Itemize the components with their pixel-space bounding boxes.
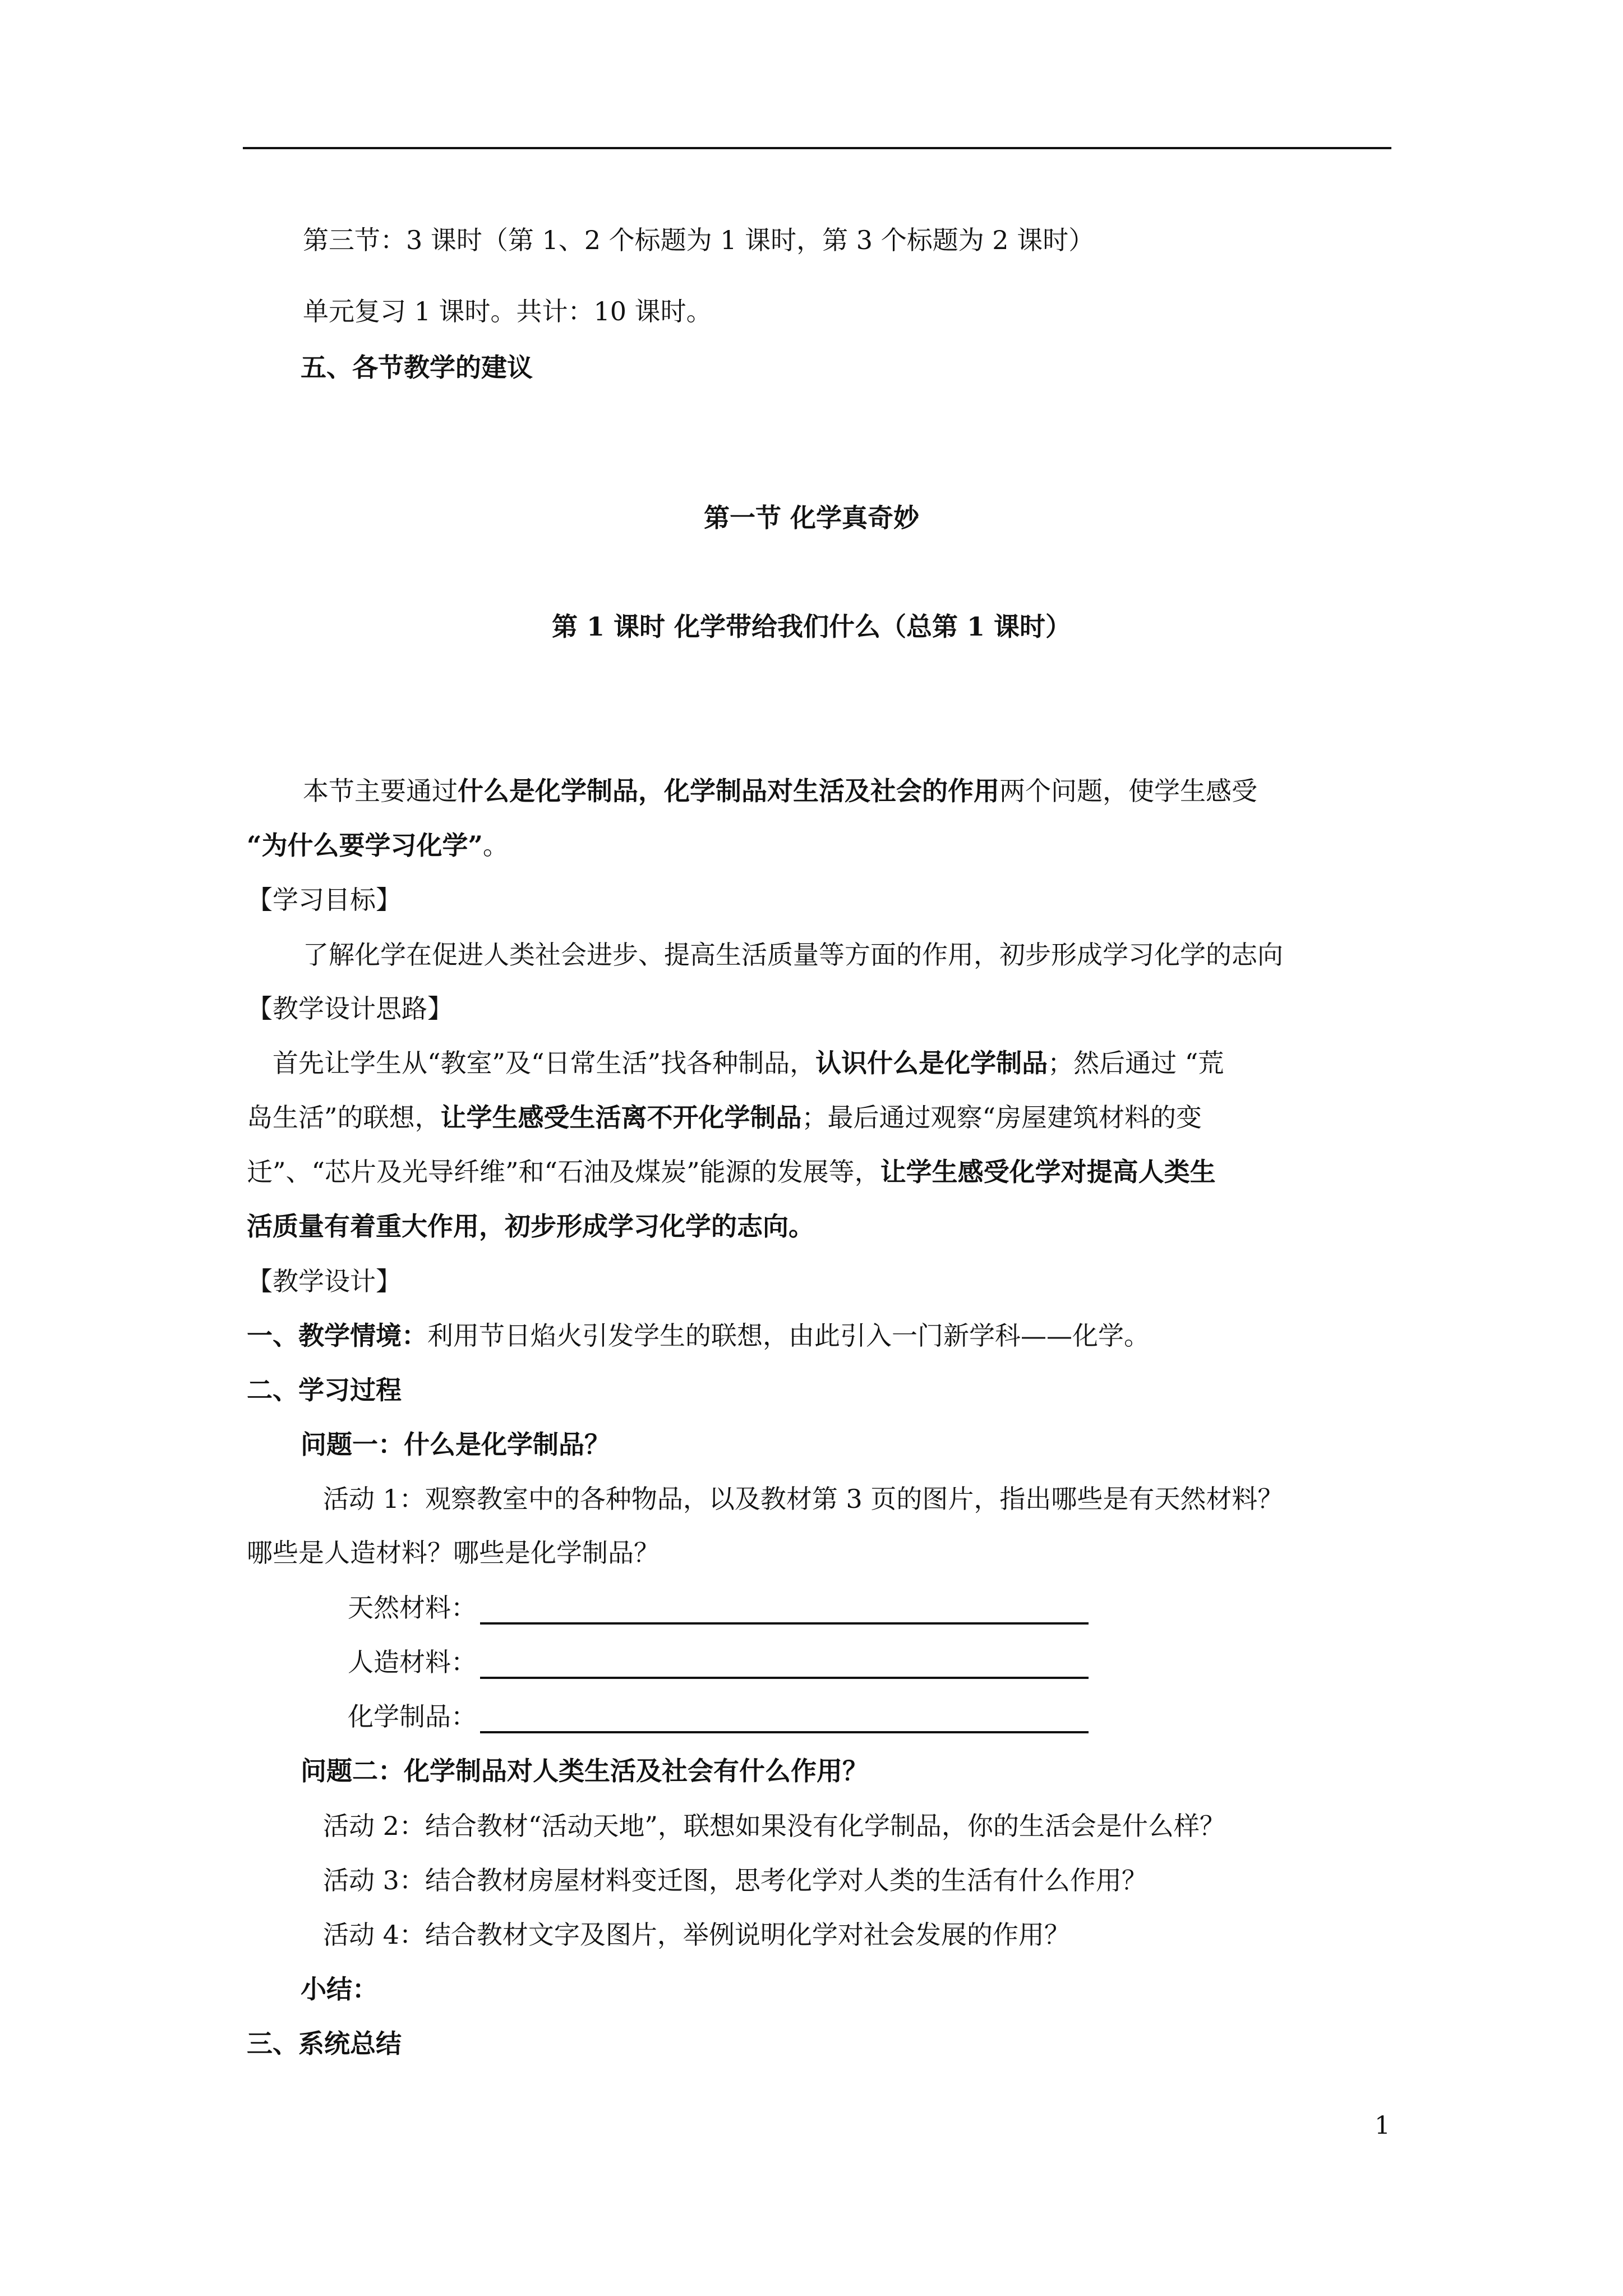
intro-text-d: “为什么要学习化学”: [247, 830, 483, 861]
design-idea-line-3: [247, 1155, 1216, 1189]
design-idea-text-1c: ；然后通过 “荒: [1048, 1048, 1224, 1078]
intro-line-1: [303, 774, 1257, 808]
chemical-products-blank: [480, 1702, 1089, 1733]
intro-text-e: 。: [482, 830, 509, 861]
activity-two: 活动 2：结合教材“活动天地”，联想如果没有化学制品，你的生活会是什么样？: [323, 1811, 1225, 1841]
intro-text-b: 什么是化学制品，化学制品对生活及社会的作用: [458, 776, 999, 806]
system-summary-heading: 三、系统总结: [247, 2028, 402, 2059]
activity-four: 活动 4：结合教材文字及图片，举例说明化学对社会发展的作用？: [323, 1920, 1070, 1950]
design-idea-text-2a: 岛生活”的联想，: [247, 1102, 441, 1133]
intro-text-c: 两个问题，使学生感受: [999, 776, 1257, 806]
chemical-products-label: 化学制品：: [348, 1701, 477, 1732]
design-idea-line-2: [247, 1101, 1202, 1134]
design-idea-text-1a: 首先让学生从“教室”及“日常生活”找各种制品，: [273, 1048, 816, 1078]
natural-materials-label: 天然材料：: [348, 1593, 477, 1623]
design-idea-text-2b: 让学生感受生活离不开化学制品: [440, 1102, 802, 1133]
question-two: 问题二：化学制品对人类生活及社会有什么作用？: [301, 1756, 868, 1786]
teaching-context-label: 一、教学情境：: [247, 1320, 427, 1351]
intro-line-2: [247, 829, 509, 862]
man-made-materials-label: 人造材料：: [348, 1647, 477, 1677]
design-idea-text-1b: 认识什么是化学制品: [815, 1048, 1048, 1078]
man-made-materials-blank: [480, 1648, 1089, 1679]
activity-one-line-1: 活动 1：观察教室中的各种物品，以及教材第 3 页的图片，指出哪些是有天然材料？: [323, 1484, 1284, 1514]
section-five-heading: 五、各节教学的建议: [301, 352, 533, 383]
goals-heading: 【学习目标】: [247, 885, 402, 915]
section-title: 第一节 化学真奇妙: [703, 503, 919, 533]
learning-process-heading: 二、学习过程: [247, 1375, 402, 1405]
header-rule: [243, 147, 1391, 149]
fill-in-chemical-products: [348, 1700, 1089, 1733]
schedule-line-2: 单元复习 1 课时。共计：10 课时。: [303, 296, 712, 326]
teaching-context: [247, 1319, 1150, 1352]
design-idea-text-3a: 迁”、“芯片及光导纤维”和“石油及煤炭”能源的发展等，: [247, 1157, 880, 1187]
activity-three: 活动 3：结合教材房屋材料变迁图，思考化学对人类的生活有什么作用？: [323, 1865, 1147, 1895]
design-heading: 【教学设计】: [247, 1266, 402, 1296]
summary-label: 小结：: [301, 1974, 378, 2004]
design-idea-text-2c: ；最后通过观察“房屋建筑材料的变: [801, 1102, 1202, 1133]
fill-in-natural-materials: [348, 1591, 1089, 1625]
natural-materials-blank: [480, 1593, 1089, 1625]
goals-text: 了解化学在促进人类社会进步、提高生活质量等方面的作用，初步形成学习化学的志向: [303, 940, 1283, 970]
design-idea-line-4: 活质量有着重大作用，初步形成学习化学的志向。: [247, 1211, 814, 1241]
intro-text-a: 本节主要通过: [303, 776, 458, 806]
lesson-title: 第 1 课时 化学带给我们什么（总第 1 课时）: [551, 611, 1072, 642]
design-idea-line-1: [273, 1046, 1224, 1080]
question-one: 问题一：什么是化学制品？: [301, 1429, 610, 1460]
design-idea-heading: 【教学设计思路】: [247, 993, 453, 1024]
design-idea-text-3b: 让学生感受化学对提高人类生: [880, 1157, 1216, 1187]
fill-in-man-made-materials: [348, 1645, 1089, 1679]
page-number: 1: [1375, 2111, 1390, 2140]
activity-one-line-2: 哪些是人造材料？哪些是化学制品？: [247, 1538, 660, 1568]
schedule-line-1: 第三节：3 课时（第 1、2 个标题为 1 课时，第 3 个标题为 2 课时）: [303, 225, 1095, 255]
teaching-context-text: 利用节日焰火引发学生的联想，由此引入一门新学科——化学。: [427, 1320, 1150, 1351]
